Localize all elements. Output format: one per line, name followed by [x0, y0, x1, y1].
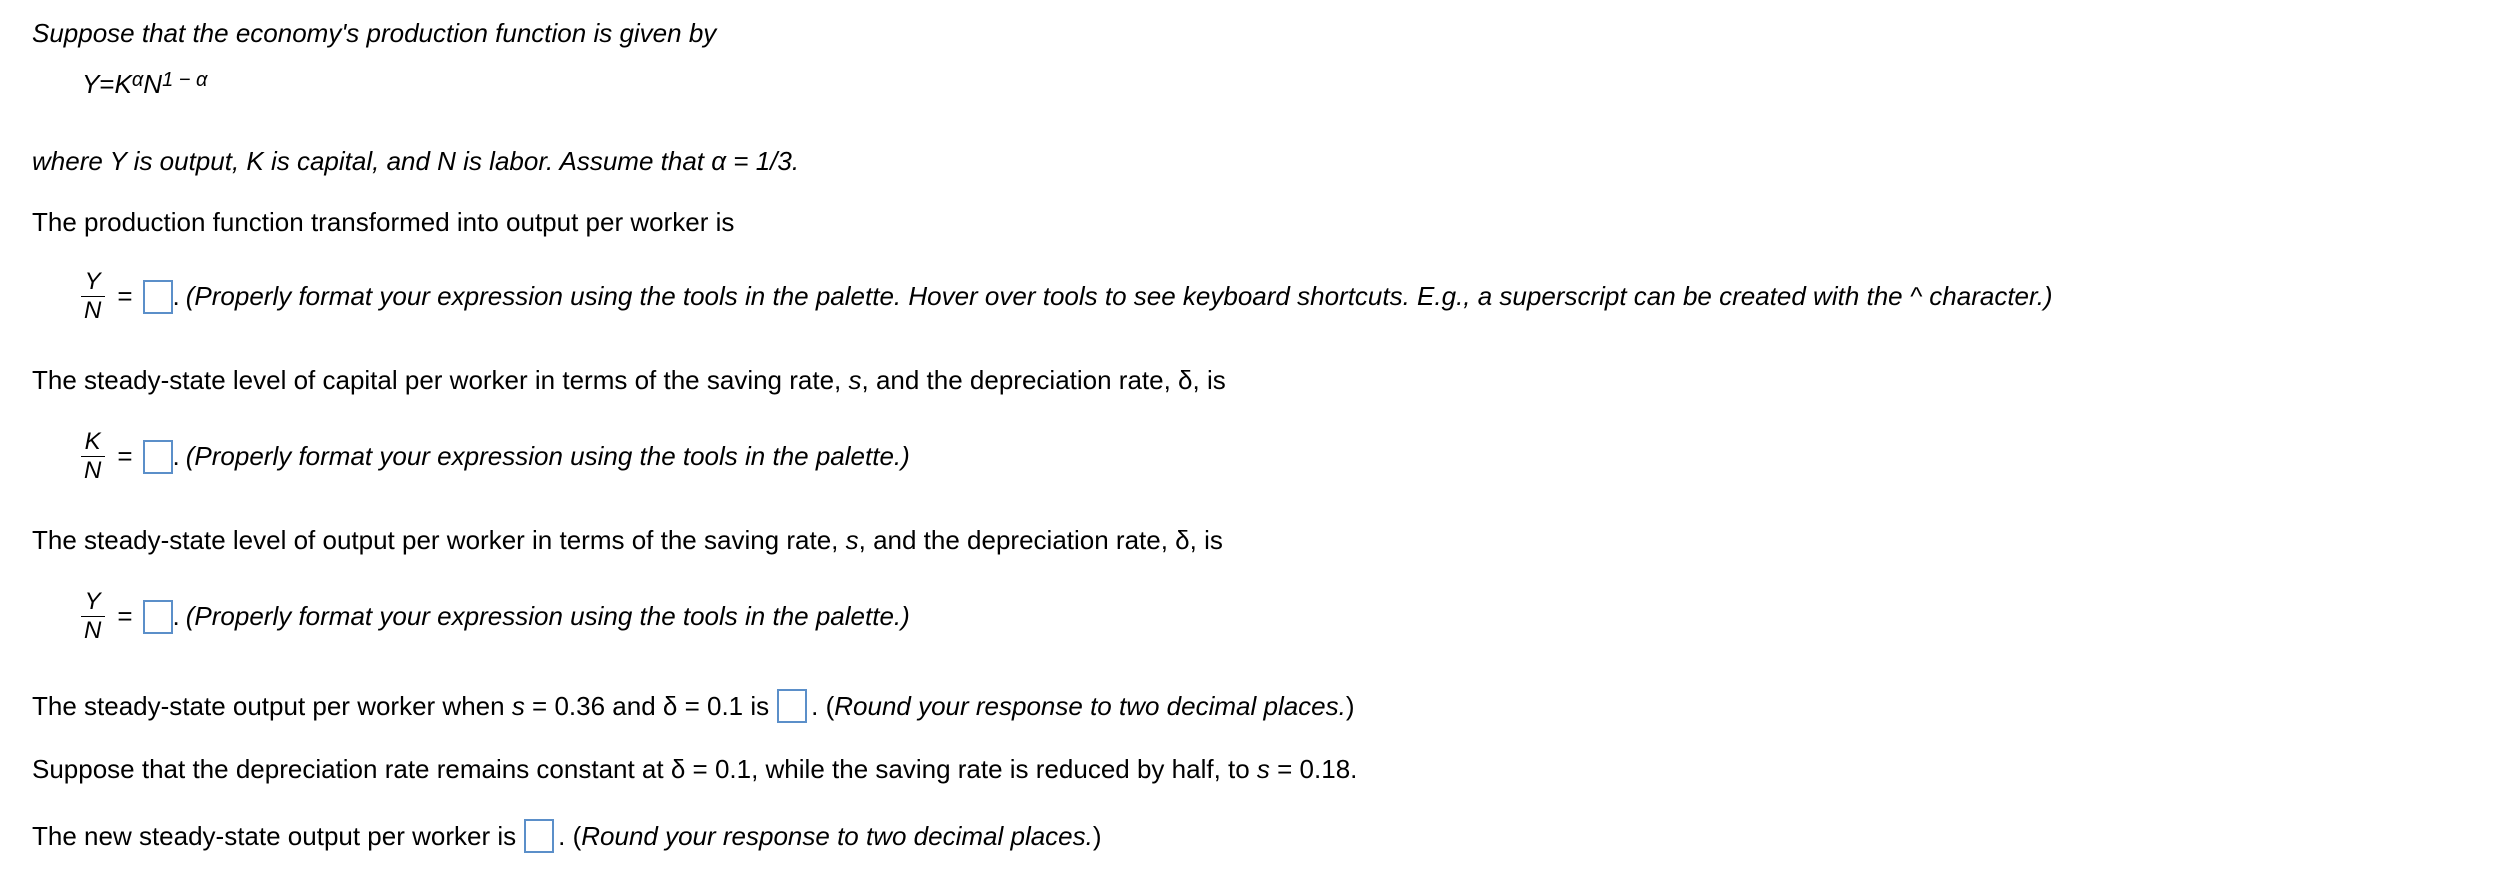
q3-answer-input[interactable] [143, 600, 173, 634]
formula-n: N [143, 69, 163, 99]
q2-prompt-a: The steady-state level of capital per worker in terms of the saving rate, [32, 365, 849, 395]
where-text: where Y is output, K is capital, and N is labor. Assume that α = 1/3. [32, 146, 800, 176]
q1-period: . [172, 281, 180, 311]
q1-answer-input[interactable] [143, 280, 173, 314]
q3-denominator: N [84, 617, 102, 644]
q2-denominator: N [84, 457, 102, 484]
q1-hint: (Properly format your expression using the tools in the palette. Hover over tools to see keyboard shortcuts. E.g., a superscript can be created with the ^ character.) [185, 281, 2053, 311]
q1-prompt: The production function transformed into output per worker is [32, 207, 735, 237]
q5-text [32, 753, 1357, 785]
formula-k: K [114, 69, 132, 99]
q3-prompt [32, 524, 1223, 556]
q3-equation-row [80, 588, 910, 645]
q5-s-symbol: s [1256, 754, 1270, 784]
q6-hint: Round your response to two decimal places. [581, 821, 1093, 851]
q3-s-symbol: s [845, 525, 859, 555]
q2-numerator: K [81, 428, 105, 457]
q3-equals: = [117, 601, 133, 631]
q1-numerator: Y [81, 268, 105, 297]
q3-prompt-b: , and the depreciation rate, δ, is [858, 525, 1223, 555]
q1-equals: = [117, 281, 133, 311]
q6-hint-open: ( [565, 821, 582, 851]
q4-hint: Round your response to two decimal places. [834, 691, 1346, 721]
formula-lhs: Y [82, 69, 100, 99]
q1-fraction [80, 268, 105, 325]
q2-prompt-b: , and the depreciation rate, δ, is [861, 365, 1226, 395]
q2-equals: = [117, 441, 133, 471]
q3-hint: (Properly format your expression using the tools in the palette.) [185, 601, 910, 631]
production-function-formula [82, 68, 207, 100]
q2-equation-row [80, 428, 910, 485]
q6-hint-close: ) [1092, 821, 1102, 851]
q1-equation-row [80, 268, 2053, 325]
q4-period: . [811, 691, 819, 721]
q2-s-symbol: s [848, 365, 862, 395]
q1-denominator: N [84, 297, 102, 324]
q5-text-b: = 0.18. [1269, 754, 1358, 784]
q3-prompt-a: The steady-state level of output per worker in terms of the saving rate, [32, 525, 846, 555]
q5-text-a: Suppose that the depreciation rate remains constant at δ = 0.1, while the saving rate is reduced by half, to [32, 754, 1257, 784]
q6-row [32, 819, 1102, 853]
q4-s-symbol: s [511, 691, 525, 721]
q6-prompt: The new steady-state output per worker is [32, 821, 517, 851]
q4-hint-open: ( [818, 691, 835, 721]
q2-answer-input[interactable] [143, 440, 173, 474]
q2-hint: (Properly format your expression using the tools in the palette.) [185, 441, 910, 471]
q2-fraction [80, 428, 105, 485]
formula-one-minus-alpha: 1 − α [162, 69, 208, 91]
intro-text: Suppose that the economy's production function is given by [32, 18, 717, 48]
q4-answer-input[interactable] [777, 689, 807, 723]
q2-period: . [172, 441, 180, 471]
q4-hint-close: ) [1345, 691, 1355, 721]
q4-row [32, 689, 1355, 723]
formula-alpha: α [131, 69, 144, 91]
formula-eq: = [99, 69, 115, 99]
q3-period: . [172, 601, 180, 631]
q3-numerator: Y [81, 588, 105, 617]
q4-prompt-b: = 0.36 and δ = 0.1 is [524, 691, 770, 721]
q6-answer-input[interactable] [524, 819, 554, 853]
q2-prompt [32, 364, 1226, 396]
q4-prompt-a: The steady-state output per worker when [32, 691, 512, 721]
q3-fraction [80, 588, 105, 645]
q6-period: . [558, 821, 566, 851]
